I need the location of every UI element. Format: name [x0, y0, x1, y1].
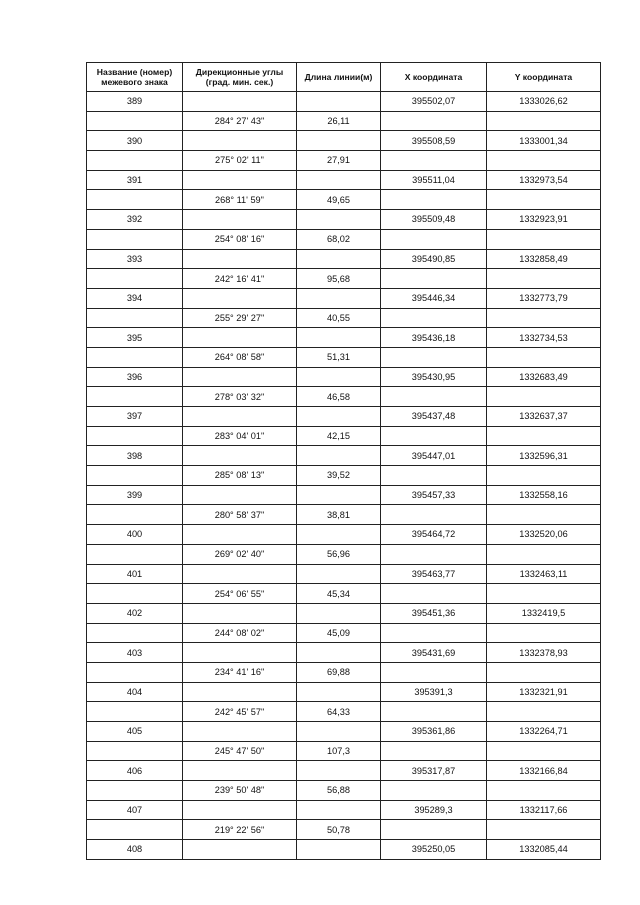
empty-x-cell [381, 151, 487, 171]
y-coordinate-cell: 1332637,37 [487, 407, 601, 427]
empty-angle-cell [183, 840, 297, 860]
empty-name-cell [87, 151, 183, 171]
empty-y-cell [487, 741, 601, 761]
empty-x-cell [381, 347, 487, 367]
empty-length-cell [297, 210, 381, 230]
y-coordinate-cell: 1332973,54 [487, 170, 601, 190]
direction-angle-cell: 255° 29' 27" [183, 308, 297, 328]
line-length-cell: 46,58 [297, 387, 381, 407]
empty-angle-cell [183, 564, 297, 584]
empty-name-cell [87, 505, 183, 525]
empty-name-cell [87, 702, 183, 722]
empty-name-cell [87, 466, 183, 486]
empty-x-cell [381, 820, 487, 840]
x-coordinate-cell: 395463,77 [381, 564, 487, 584]
empty-x-cell [381, 505, 487, 525]
line-length-cell: 45,09 [297, 623, 381, 643]
table-row [87, 466, 601, 486]
empty-length-cell [297, 131, 381, 151]
empty-angle-cell [183, 446, 297, 466]
empty-x-cell [381, 544, 487, 564]
point-name-cell: 392 [87, 210, 183, 230]
point-name-cell: 404 [87, 682, 183, 702]
line-length-cell: 69,88 [297, 662, 381, 682]
x-coordinate-cell: 395430,95 [381, 367, 487, 387]
line-length-cell: 68,02 [297, 229, 381, 249]
table-row [87, 741, 601, 761]
table-row [87, 151, 601, 171]
empty-x-cell [381, 584, 487, 604]
empty-length-cell [297, 643, 381, 663]
empty-length-cell [297, 92, 381, 112]
line-length-cell: 38,81 [297, 505, 381, 525]
table-row [87, 229, 601, 249]
table-row [87, 249, 601, 269]
table-row [87, 840, 601, 860]
table-row [87, 584, 601, 604]
y-coordinate-cell: 1332923,91 [487, 210, 601, 230]
y-coordinate-cell: 1332321,91 [487, 682, 601, 702]
table-row [87, 682, 601, 702]
y-coordinate-cell: 1332558,16 [487, 485, 601, 505]
line-length-cell: 27,91 [297, 151, 381, 171]
empty-angle-cell [183, 682, 297, 702]
x-coordinate-cell: 395511,04 [381, 170, 487, 190]
line-length-cell: 64,33 [297, 702, 381, 722]
line-length-cell: 26,11 [297, 111, 381, 131]
direction-angle-cell: 244° 08' 02" [183, 623, 297, 643]
table-row [87, 702, 601, 722]
table-body [87, 92, 601, 860]
direction-angle-cell: 254° 08' 16" [183, 229, 297, 249]
empty-name-cell [87, 308, 183, 328]
direction-angle-cell: 275° 02' 11" [183, 151, 297, 171]
empty-name-cell [87, 426, 183, 446]
empty-length-cell [297, 800, 381, 820]
empty-angle-cell [183, 328, 297, 348]
empty-name-cell [87, 387, 183, 407]
line-length-cell: 40,55 [297, 308, 381, 328]
header-y-coordinate: Y координата [487, 63, 601, 92]
empty-y-cell [487, 781, 601, 801]
empty-length-cell [297, 485, 381, 505]
empty-angle-cell [183, 603, 297, 623]
y-coordinate-cell: 1332117,66 [487, 800, 601, 820]
direction-angle-cell: 278° 03' 32" [183, 387, 297, 407]
x-coordinate-cell: 395447,01 [381, 446, 487, 466]
empty-x-cell [381, 781, 487, 801]
table-row [87, 288, 601, 308]
line-length-cell: 39,52 [297, 466, 381, 486]
empty-y-cell [487, 269, 601, 289]
empty-name-cell [87, 544, 183, 564]
point-name-cell: 407 [87, 800, 183, 820]
empty-name-cell [87, 662, 183, 682]
y-coordinate-cell: 1332773,79 [487, 288, 601, 308]
table-row [87, 623, 601, 643]
empty-x-cell [381, 387, 487, 407]
y-coordinate-cell: 1332858,49 [487, 249, 601, 269]
table-row [87, 347, 601, 367]
empty-length-cell [297, 328, 381, 348]
y-coordinate-cell: 1332463,11 [487, 564, 601, 584]
point-name-cell: 396 [87, 367, 183, 387]
empty-name-cell [87, 111, 183, 131]
table-row [87, 722, 601, 742]
table-row [87, 407, 601, 427]
direction-angle-cell: 280° 58' 37" [183, 505, 297, 525]
y-coordinate-cell: 1333001,34 [487, 131, 601, 151]
point-name-cell: 406 [87, 761, 183, 781]
table-row [87, 190, 601, 210]
empty-y-cell [487, 111, 601, 131]
direction-angle-cell: 242° 16' 41" [183, 269, 297, 289]
x-coordinate-cell: 395464,72 [381, 525, 487, 545]
empty-length-cell [297, 722, 381, 742]
empty-length-cell [297, 407, 381, 427]
y-coordinate-cell: 1332085,44 [487, 840, 601, 860]
empty-y-cell [487, 387, 601, 407]
point-name-cell: 399 [87, 485, 183, 505]
table-row [87, 820, 601, 840]
empty-x-cell [381, 190, 487, 210]
direction-angle-cell: 285° 08' 13" [183, 466, 297, 486]
x-coordinate-cell: 395361,86 [381, 722, 487, 742]
header-point-name: Название (номер) межевого знака [87, 63, 183, 92]
table-row [87, 544, 601, 564]
empty-x-cell [381, 702, 487, 722]
direction-angle-cell: 254° 06' 55" [183, 584, 297, 604]
x-coordinate-cell: 395509,48 [381, 210, 487, 230]
x-coordinate-cell: 395431,69 [381, 643, 487, 663]
empty-length-cell [297, 367, 381, 387]
empty-angle-cell [183, 485, 297, 505]
empty-y-cell [487, 151, 601, 171]
empty-angle-cell [183, 800, 297, 820]
table-row [87, 446, 601, 466]
y-coordinate-cell: 1332378,93 [487, 643, 601, 663]
y-coordinate-cell: 1332419,5 [487, 603, 601, 623]
table-row [87, 170, 601, 190]
x-coordinate-cell: 395250,05 [381, 840, 487, 860]
y-coordinate-cell: 1332596,31 [487, 446, 601, 466]
table-row [87, 781, 601, 801]
line-length-cell: 50,78 [297, 820, 381, 840]
y-coordinate-cell: 1332264,71 [487, 722, 601, 742]
empty-y-cell [487, 662, 601, 682]
empty-x-cell [381, 229, 487, 249]
direction-angle-cell: 242° 45' 57" [183, 702, 297, 722]
table-row [87, 210, 601, 230]
empty-length-cell [297, 288, 381, 308]
empty-x-cell [381, 269, 487, 289]
empty-length-cell [297, 170, 381, 190]
empty-length-cell [297, 525, 381, 545]
empty-name-cell [87, 190, 183, 210]
empty-x-cell [381, 308, 487, 328]
line-length-cell: 49,65 [297, 190, 381, 210]
empty-angle-cell [183, 407, 297, 427]
line-length-cell: 107,3 [297, 741, 381, 761]
empty-y-cell [487, 702, 601, 722]
y-coordinate-cell: 1332683,49 [487, 367, 601, 387]
empty-angle-cell [183, 525, 297, 545]
empty-y-cell [487, 505, 601, 525]
empty-y-cell [487, 820, 601, 840]
table-row [87, 131, 601, 151]
empty-name-cell [87, 781, 183, 801]
empty-angle-cell [183, 249, 297, 269]
header-direction-angle: Дирекционные углы (град. мин. сек.) [183, 63, 297, 92]
empty-x-cell [381, 466, 487, 486]
direction-angle-cell: 219° 22' 56" [183, 820, 297, 840]
empty-y-cell [487, 623, 601, 643]
empty-y-cell [487, 229, 601, 249]
table-row [87, 387, 601, 407]
x-coordinate-cell: 395391,3 [381, 682, 487, 702]
table-row [87, 92, 601, 112]
x-coordinate-cell: 395451,36 [381, 603, 487, 623]
table-row [87, 505, 601, 525]
table-row [87, 564, 601, 584]
empty-y-cell [487, 584, 601, 604]
empty-name-cell [87, 584, 183, 604]
point-name-cell: 393 [87, 249, 183, 269]
table-row [87, 603, 601, 623]
y-coordinate-cell: 1332520,06 [487, 525, 601, 545]
direction-angle-cell: 245° 47' 50" [183, 741, 297, 761]
table-row [87, 525, 601, 545]
line-length-cell: 42,15 [297, 426, 381, 446]
x-coordinate-cell: 395508,59 [381, 131, 487, 151]
x-coordinate-cell: 395457,33 [381, 485, 487, 505]
table-row [87, 367, 601, 387]
point-name-cell: 394 [87, 288, 183, 308]
empty-angle-cell [183, 761, 297, 781]
empty-angle-cell [183, 288, 297, 308]
direction-angle-cell: 268° 11' 59" [183, 190, 297, 210]
empty-length-cell [297, 840, 381, 860]
x-coordinate-cell: 395490,85 [381, 249, 487, 269]
empty-length-cell [297, 603, 381, 623]
empty-x-cell [381, 111, 487, 131]
empty-y-cell [487, 466, 601, 486]
table-row [87, 485, 601, 505]
empty-length-cell [297, 249, 381, 269]
empty-name-cell [87, 347, 183, 367]
point-name-cell: 398 [87, 446, 183, 466]
point-name-cell: 402 [87, 603, 183, 623]
header-x-coordinate: X координата [381, 63, 487, 92]
empty-y-cell [487, 544, 601, 564]
empty-x-cell [381, 623, 487, 643]
empty-length-cell [297, 446, 381, 466]
empty-name-cell [87, 820, 183, 840]
empty-name-cell [87, 741, 183, 761]
empty-angle-cell [183, 367, 297, 387]
point-name-cell: 403 [87, 643, 183, 663]
line-length-cell: 56,96 [297, 544, 381, 564]
empty-y-cell [487, 308, 601, 328]
table-row [87, 800, 601, 820]
y-coordinate-cell: 1332166,84 [487, 761, 601, 781]
table-row [87, 643, 601, 663]
direction-angle-cell: 269° 02' 40" [183, 544, 297, 564]
direction-angle-cell: 234° 41' 16" [183, 662, 297, 682]
table-row [87, 308, 601, 328]
direction-angle-cell: 284° 27' 43" [183, 111, 297, 131]
x-coordinate-cell: 395289,3 [381, 800, 487, 820]
empty-angle-cell [183, 131, 297, 151]
empty-y-cell [487, 190, 601, 210]
direction-angle-cell: 283° 04' 01" [183, 426, 297, 446]
empty-name-cell [87, 229, 183, 249]
empty-length-cell [297, 682, 381, 702]
boundary-coordinates-table [86, 62, 601, 860]
table-row [87, 761, 601, 781]
point-name-cell: 395 [87, 328, 183, 348]
empty-angle-cell [183, 210, 297, 230]
x-coordinate-cell: 395502,07 [381, 92, 487, 112]
table-row [87, 328, 601, 348]
empty-x-cell [381, 741, 487, 761]
empty-angle-cell [183, 92, 297, 112]
empty-length-cell [297, 761, 381, 781]
point-name-cell: 390 [87, 131, 183, 151]
table-row [87, 269, 601, 289]
line-length-cell: 51,31 [297, 347, 381, 367]
empty-x-cell [381, 662, 487, 682]
empty-length-cell [297, 564, 381, 584]
table-row [87, 662, 601, 682]
empty-angle-cell [183, 722, 297, 742]
header-line-length: Длина линии(м) [297, 63, 381, 92]
y-coordinate-cell: 1333026,62 [487, 92, 601, 112]
table-row [87, 111, 601, 131]
x-coordinate-cell: 395446,34 [381, 288, 487, 308]
empty-y-cell [487, 426, 601, 446]
point-name-cell: 397 [87, 407, 183, 427]
y-coordinate-cell: 1332734,53 [487, 328, 601, 348]
empty-angle-cell [183, 643, 297, 663]
point-name-cell: 405 [87, 722, 183, 742]
x-coordinate-cell: 395437,48 [381, 407, 487, 427]
empty-name-cell [87, 623, 183, 643]
header-row [87, 63, 601, 92]
empty-x-cell [381, 426, 487, 446]
empty-y-cell [487, 347, 601, 367]
direction-angle-cell: 239° 50' 48" [183, 781, 297, 801]
table-row [87, 426, 601, 446]
point-name-cell: 408 [87, 840, 183, 860]
direction-angle-cell: 264° 08' 58" [183, 347, 297, 367]
empty-name-cell [87, 269, 183, 289]
point-name-cell: 401 [87, 564, 183, 584]
empty-angle-cell [183, 170, 297, 190]
line-length-cell: 56,88 [297, 781, 381, 801]
line-length-cell: 45,34 [297, 584, 381, 604]
x-coordinate-cell: 395317,87 [381, 761, 487, 781]
point-name-cell: 391 [87, 170, 183, 190]
line-length-cell: 95,68 [297, 269, 381, 289]
x-coordinate-cell: 395436,18 [381, 328, 487, 348]
point-name-cell: 389 [87, 92, 183, 112]
point-name-cell: 400 [87, 525, 183, 545]
